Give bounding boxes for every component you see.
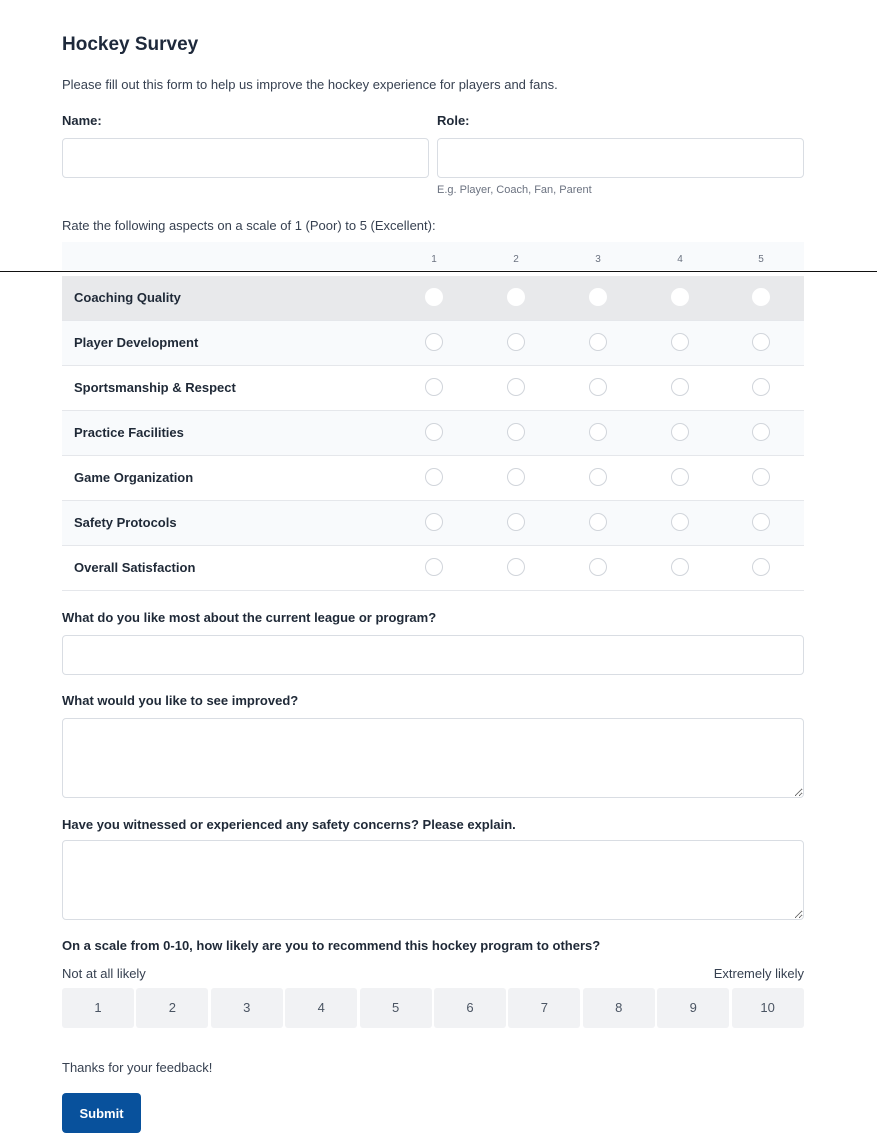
rating-intro: Rate the following aspects on a scale of 1 (Poor) to 5 (Excellent): — [62, 218, 436, 233]
rating-radio[interactable] — [425, 288, 443, 306]
rating-row-label: Player Development — [74, 335, 199, 350]
role-field[interactable] — [437, 138, 804, 178]
rating-row-label: Game Organization — [74, 470, 194, 485]
rating-row — [62, 366, 804, 411]
rating-radio[interactable] — [752, 558, 770, 576]
rating-radio[interactable] — [671, 513, 689, 531]
recommend-question: On a scale from 0-10, how likely are you to recommend this hockey program to others? — [62, 938, 601, 953]
scale-low-label: Not at all likely — [62, 966, 146, 981]
nps-option[interactable]: 4 — [285, 988, 357, 1028]
rating-radio[interactable] — [425, 468, 443, 486]
rating-radio[interactable] — [507, 468, 525, 486]
rating-radio[interactable] — [752, 288, 770, 306]
rating-row — [62, 276, 804, 321]
rating-radio[interactable] — [425, 423, 443, 441]
rating-radio[interactable] — [507, 288, 525, 306]
name-field[interactable] — [62, 138, 429, 178]
nps-option[interactable]: 1 — [62, 988, 134, 1028]
rating-column-header: 4 — [677, 254, 683, 265]
rating-radio[interactable] — [425, 378, 443, 396]
rating-row — [62, 321, 804, 366]
rating-radio[interactable] — [589, 468, 607, 486]
rating-column-header: 3 — [595, 254, 601, 265]
rating-radio[interactable] — [589, 288, 607, 306]
nps-option[interactable]: 9 — [657, 988, 729, 1028]
rating-radio[interactable] — [507, 513, 525, 531]
rating-column-header: 5 — [758, 254, 764, 265]
rating-radio[interactable] — [752, 423, 770, 441]
rating-radio[interactable] — [425, 333, 443, 351]
rating-radio[interactable] — [589, 558, 607, 576]
rating-radio[interactable] — [507, 378, 525, 396]
page-title: Hockey Survey — [62, 34, 199, 55]
rating-radio[interactable] — [671, 423, 689, 441]
like-question: What do you like most about the current league or program? — [62, 610, 437, 625]
rating-row-label: Practice Facilities — [74, 425, 184, 440]
rating-row-label: Safety Protocols — [74, 515, 177, 530]
rating-row — [62, 456, 804, 501]
safety-question: Have you witnessed or experienced any safety concerns? Please explain. — [62, 817, 516, 832]
rating-radio[interactable] — [671, 333, 689, 351]
like-field[interactable] — [62, 635, 804, 675]
nps-option[interactable]: 2 — [136, 988, 208, 1028]
rating-radio[interactable] — [507, 333, 525, 351]
rating-row — [62, 501, 804, 546]
safety-textarea[interactable] — [62, 840, 804, 920]
improve-textarea[interactable] — [62, 718, 804, 798]
rating-radio[interactable] — [425, 558, 443, 576]
rating-radio[interactable] — [671, 468, 689, 486]
rating-radio[interactable] — [507, 423, 525, 441]
nps-option[interactable]: 8 — [583, 988, 655, 1028]
role-label: Role: — [437, 113, 470, 128]
rating-radio[interactable] — [752, 333, 770, 351]
rating-radio[interactable] — [507, 558, 525, 576]
rating-row-label: Coaching Quality — [74, 290, 181, 305]
rating-radio[interactable] — [671, 288, 689, 306]
rating-radio[interactable] — [752, 378, 770, 396]
thanks-text: Thanks for your feedback! — [62, 1060, 213, 1075]
rating-row-label: Overall Satisfaction — [74, 560, 196, 575]
submit-button[interactable]: Submit — [62, 1093, 141, 1133]
rating-radio[interactable] — [752, 468, 770, 486]
rating-radio[interactable] — [589, 333, 607, 351]
name-label: Name: — [62, 113, 102, 128]
nps-option[interactable]: 7 — [508, 988, 580, 1028]
rating-row-label: Sportsmanship & Respect — [74, 380, 236, 395]
rating-column-header: 2 — [513, 254, 519, 265]
rating-radio[interactable] — [425, 513, 443, 531]
rating-radio[interactable] — [589, 513, 607, 531]
rating-row — [62, 411, 804, 456]
rating-radio[interactable] — [671, 378, 689, 396]
rating-radio[interactable] — [589, 423, 607, 441]
nps-option[interactable]: 3 — [211, 988, 283, 1028]
rating-column-header: 1 — [431, 254, 437, 265]
divider-line — [0, 271, 877, 272]
scale-high-label: Extremely likely — [713, 966, 804, 981]
intro-text: Please fill out this form to help us improve the hockey experience for players and fans. — [62, 77, 558, 92]
nps-option[interactable]: 5 — [360, 988, 432, 1028]
rating-radio[interactable] — [752, 513, 770, 531]
nps-option[interactable]: 10 — [732, 988, 804, 1028]
nps-option[interactable]: 6 — [434, 988, 506, 1028]
rating-row — [62, 546, 804, 591]
improve-question: What would you like to see improved? — [62, 693, 299, 708]
rating-radio[interactable] — [671, 558, 689, 576]
role-hint: E.g. Player, Coach, Fan, Parent — [437, 184, 592, 196]
rating-radio[interactable] — [589, 378, 607, 396]
